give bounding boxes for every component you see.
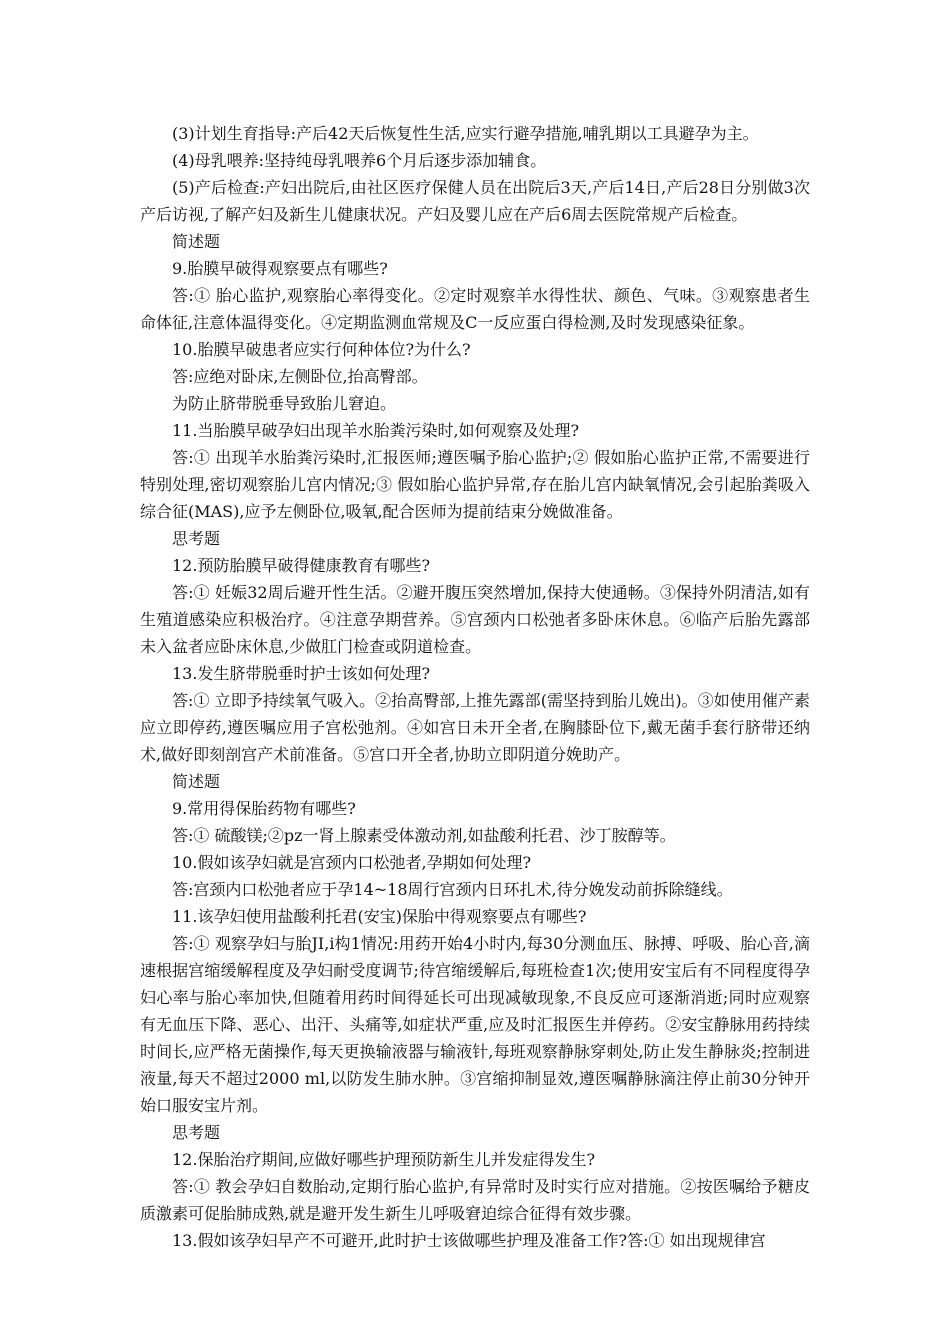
question-10: 10.胎膜早破患者应实行何种体位?为什么? [172,340,471,359]
answer-10: 答:应绝对卧床,左侧卧位,抬高臀部。 [172,367,428,386]
heading-thinking-2: 思考题 [172,1123,221,1142]
heading-short-answer-2: 简述题 [172,772,221,791]
answer-12: 答:① 妊娠32周后避开性生活。②避开腹压突然增加,保持大使通畅。③保持外阴清洁,如有生殖道感染应积极治疗。④注意孕期营养。⑤宫颈内口松弛者多卧床休息。⑥临产后胎先露部未入盆者应卧床休息,少做肛门检查或阴道检查。 [140,583,810,656]
question-11-b: 11.该孕妇使用盐酸利托君(安宝)保胎中得观察要点有哪些? [172,907,587,926]
heading-short-answer: 简述题 [172,232,221,251]
paragraph-section-4-breastfeeding: (4)母乳喂养:坚持纯母乳喂养6个月后逐步添加辅食。 [172,151,547,170]
answer-13: 答:① 立即予持续氧气吸入。②抬高臀部,上推先露部(需坚持到胎儿娩出)。③如使用催产素应立即停药,遵医嘱应用子宫松弛剂。④如宫日未开全者,在胸膝卧位下,戴无菌手套行脐带还纳术,做好即刻剖宫产术前准备。⑤宫口开全者,协助立即阴道分娩助产。 [140,691,810,764]
question-9-b: 9.常用得保胎药物有哪些? [172,799,356,818]
question-12-b: 12.保胎治疗期间,应做好哪些护理预防新生儿并发症得发生? [172,1150,596,1169]
question-13: 13.发生脐带脱垂时护士该如何处理? [172,664,431,683]
question-12: 12.预防胎膜早破得健康教育有哪些? [172,556,431,575]
paragraph-section-3-family-planning: (3)计划生育指导:产后42天后恢复性生活,应实行避孕措施,哺乳期以工具避孕为主。 [172,124,759,143]
answer-11: 答:① 出现羊水胎粪污染时,汇报医师;遵医嘱予胎心监护;② 假如胎心监护正常,不需要进行特别处理,密切观察胎儿宫内情况;③ 假如胎心监护异常,存在胎儿宫内缺氧情况,会引起胎粪吸入综合征(MAS),应予左侧卧位,吸氧,配合医师为提前结束分娩做准备。 [140,448,810,521]
answer-12-b: 答:① 教会孕妇自数胎动,定期行胎心监护,有异常时及时实行应对措施。②按医嘱给予糖皮质激素可促胎肺成熟,就是避开发生新生儿呼吸窘迫综合征得有效步骤。 [140,1177,810,1223]
question-10-b: 10.假如该孕妇就是宫颈内口松弛者,孕期如何处理? [172,853,532,872]
answer-11-b: 答:① 观察孕妇与胎JI,i构1情况:用药开始4小时内,每30分测血压、脉搏、呼吸、胎心音,滴速根据宫缩缓解程度及孕妇耐受度调节;待宫缩缓解后,每班检查1次;使用安宝后有不同程度得孕妇心率与胎心率加快,但随着用药时间得延长可出现减敏现象,不良反应可逐渐消逝;同时应观察有无血压下降、恶心、出汗、头痛等,如症状严重,应及时汇报医生并停药。②安宝静脉用药持续时间长,应严格无菌操作,每天更换输液器与输液针,每班观察静脉穿刺处,防止发生静脉炎;控制进液量,每天不超过2000 ml,以防发生肺水肿。③宫缩抑制显效,遵医嘱静脉滴注停止前30分钟开始口服安宝片剂。 [140,934,810,1115]
answer-9: 答:① 胎心监护,观察胎心率得变化。②定时观察羊水得性状、颜色、气味。③观察患者生命体征,注意体温得变化。④定期监测血常规及C一反应蛋白得检测,及时发现感染征象。 [140,286,810,332]
answer-10-reason: 为防止脐带脱垂导致胎儿窘迫。 [172,394,397,413]
question-11: 11.当胎膜早破孕妇出现羊水胎粪污染时,如何观察及处理? [172,421,580,440]
heading-thinking: 思考题 [172,529,221,548]
answer-10-b: 答:宫颈内口松弛者应于孕14~18周行宫颈内日环扎术,待分娩发动前拆除缝线。 [172,880,733,899]
paragraph-section-5-postpartum-check: (5)产后检查:产妇出院后,由社区医疗保健人员在出院后3天,产后14日,产后28日分别做3次产后访视,了解产妇及新生儿健康状况。产妇及婴儿应在产后6周去医院常规产后检查。 [140,178,810,224]
question-9: 9.胎膜早破得观察要点有哪些? [172,259,388,278]
question-13-b: 13.假如该孕妇早产不可避开,此时护士该做哪些护理及准备工作?答:① 如出现规律宫 [172,1231,766,1250]
answer-9-b: 答:① 硫酸镁;②pz一肾上腺素受体激动剂,如盐酸利托君、沙丁胺醇等。 [172,826,676,845]
